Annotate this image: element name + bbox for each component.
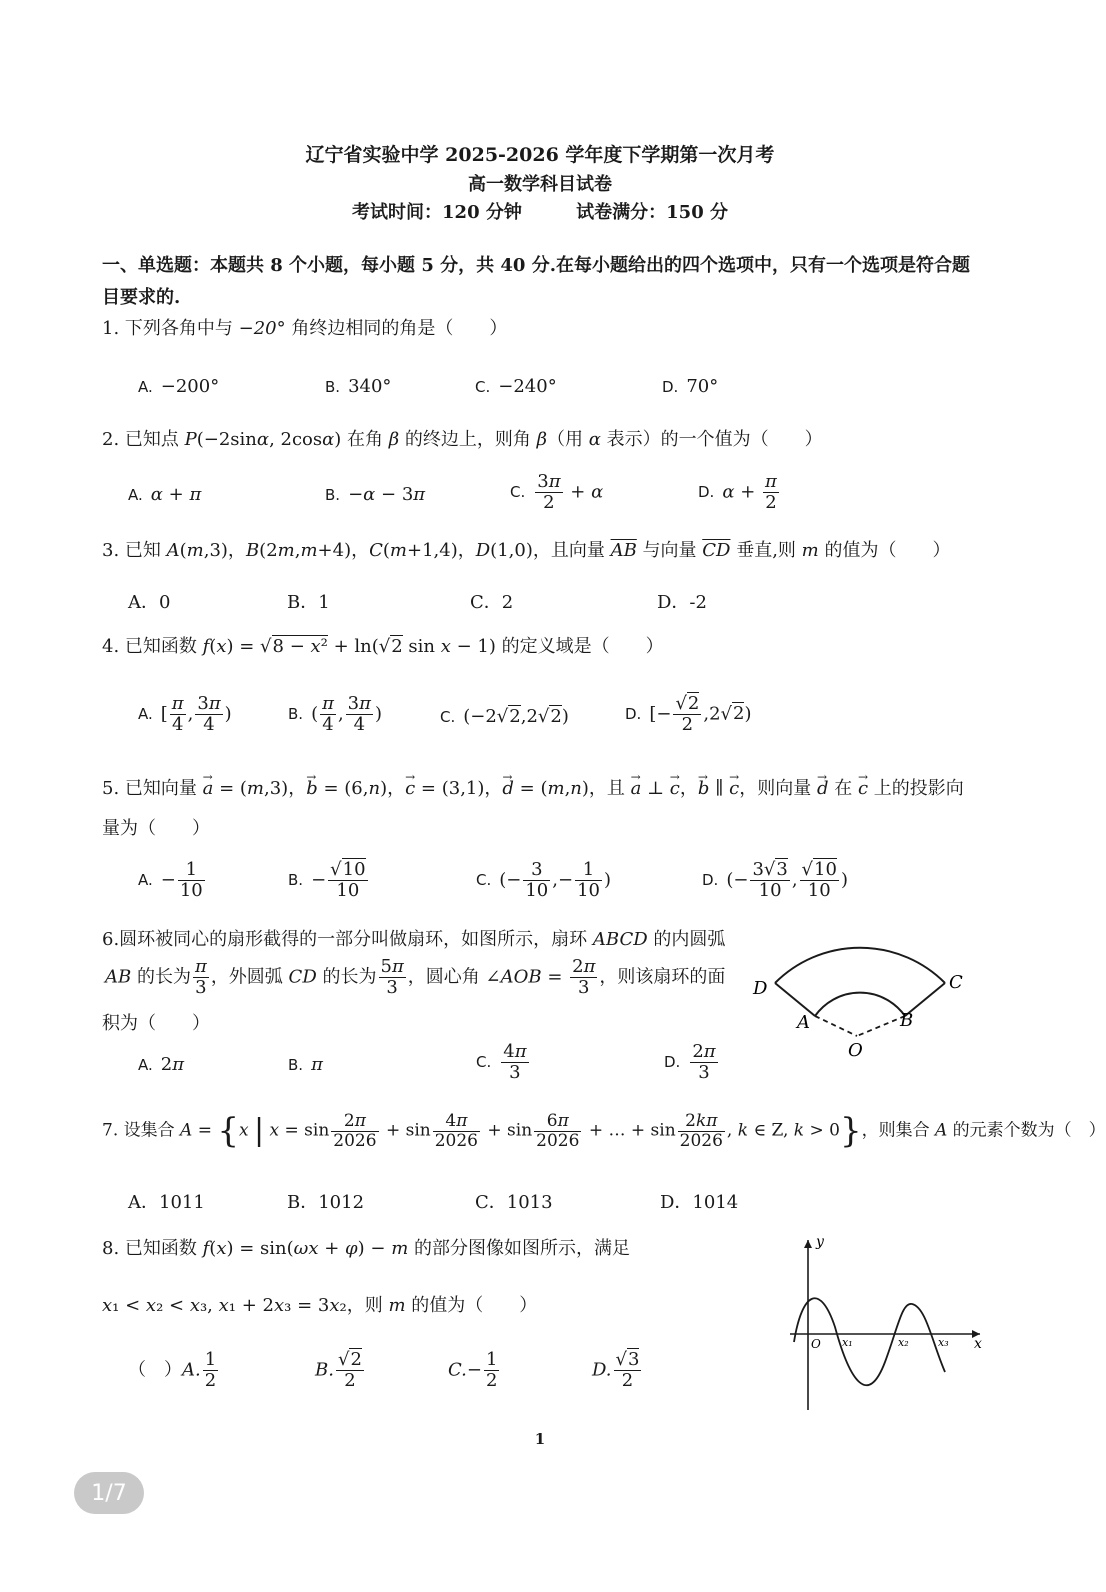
exam-time: 考试时间：120 分钟 — [352, 202, 522, 223]
q7-option-b[interactable]: B．1012 — [287, 1192, 365, 1213]
q6-option-d[interactable]: D. $\frac{2\pi}{3}$ — [664, 1041, 716, 1083]
q8-stem-line2: x₁ < x₂ < x₃, x₁ + 2x₃ = 3x₂，则 m 的值为（ ） — [102, 1295, 538, 1316]
q5-stem-line1: 5. 已知向量 → a = (m,3)，→ b = (6,n)，→ c = (3,1)，→ d = (m,n)，且 → a ⊥ → c，→ b ∥ → c，则向量 → d 在 → c 上的投影向 — [102, 776, 964, 802]
label-d: D — [753, 978, 768, 999]
q5-option-b[interactable]: B. − $\frac{√10}{10}$ — [288, 859, 366, 901]
label-o: O — [848, 1040, 863, 1061]
q6-option-c[interactable]: C. $\frac{4\pi}{3}$ — [476, 1041, 527, 1083]
q6-stem-line3: 积为（ ） — [102, 1013, 210, 1034]
q3-option-c[interactable]: C．2 — [470, 592, 514, 613]
q4-option-b[interactable]: B. ( $\frac{\pi}{4}$ , $\frac{3\pi}{4}$ ) — [288, 693, 382, 735]
q6-option-a[interactable]: A. 2π — [138, 1054, 185, 1075]
page-indicator-badge[interactable]: 1/7 — [74, 1472, 144, 1514]
q8-option-a[interactable]: （ ）A. $\frac{1}{2}$ — [128, 1349, 217, 1391]
q3-option-a[interactable]: A．0 — [128, 592, 171, 613]
q8-option-b[interactable]: B. $\frac{√2}{2}$ — [315, 1349, 362, 1391]
q8-stem-line1: 8. 已知函数 f(x) = sin(ωx + φ) − m 的部分图像如图所示，满足 — [102, 1238, 631, 1259]
q1-option-c[interactable]: C. −240° — [475, 376, 557, 397]
label-x2: x₂ — [898, 1336, 909, 1349]
exam-info — [0, 198, 1080, 224]
q4-option-a[interactable]: A. [ $\frac{\pi}{4}$ , $\frac{3\pi}{4}$ ) — [138, 693, 232, 735]
q1-option-d[interactable]: D. 70° — [662, 376, 719, 397]
inner-arc — [815, 993, 905, 1016]
q7-option-a[interactable]: A．1011 — [128, 1192, 205, 1213]
q4-option-d[interactable]: D. [− $\frac{√2}{2}$ ,2√2) — [625, 693, 752, 735]
q6-stem-line1: 6.圆环被同心的扇形截得的一部分叫做扇环，如图所示，扇环 ABCD 的内圆弧 — [102, 929, 726, 950]
q3-stem: 3. 已知 A(m,3)，B(2m,m+4)，C(m+1,4)，D(1,0)，且向量 $\overline{AB}$ 与向量 $\overline{CD}$ 垂直,则 m 的值为（ ） — [102, 540, 951, 561]
exam-score: 试卷满分：150 分 — [576, 202, 728, 223]
outer-arc — [775, 948, 945, 983]
label-x: x — [974, 1336, 982, 1352]
q6-stem-line2: AB 的长为 $\frac{\pi}{3}$ ，外圆弧 CD 的长为 $\frac{5\pi}{3}$ ，圆心角 ∠AOB = $\frac{2\pi}{3}$ ，则该扇环的面 — [105, 956, 726, 998]
q2-stem: 2. 已知点 P(−2sinα, 2cosα) 在角 β 的终边上，则角 β（用 α 表示）的一个值为（ ） — [102, 429, 823, 450]
q6-option-b[interactable]: B. π — [288, 1054, 323, 1075]
label-x3: x₃ — [938, 1336, 949, 1349]
q2-option-d[interactable]: D. α + $\frac{\pi}{2}$ — [698, 471, 777, 513]
exam-subtitle: 高一数学科目试卷 — [468, 174, 612, 195]
q8-option-d[interactable]: D. $\frac{√3}{2}$ — [592, 1349, 640, 1391]
label-b: B — [900, 1010, 914, 1031]
label-origin: O — [811, 1337, 821, 1351]
q7-option-c[interactable]: C．1013 — [475, 1192, 553, 1213]
label-c: C — [949, 972, 963, 993]
y-axis-arrow — [804, 1240, 812, 1248]
dash-bo — [857, 1016, 905, 1036]
q3-option-d[interactable]: D．-2 — [657, 592, 707, 613]
q1-option-a[interactable]: A. −200° — [138, 376, 220, 397]
label-x1: x₁ — [842, 1336, 853, 1349]
q5-option-d[interactable]: D. (− $\frac{3√3}{10}$ , $\frac{√10}{10}$ ) — [702, 859, 848, 901]
page-number: 1 — [534, 1430, 546, 1448]
dash-ao — [815, 1016, 857, 1036]
q5-option-c[interactable]: C. (− $\frac{3}{10}$ ,− $\frac{1}{10}$ ) — [476, 859, 612, 901]
q7-stem: 7. 设集合 A = {x | x = sin $\frac{2\pi}{2026}$ + sin $\frac{4\pi}{2026}$ + sin $\frac{6\pi}{2026}$ + … + sin $\frac{2k\pi}{2026}$ , k ∈ Z, k > 0}，则集合 A 的元素个数为（ ） — [102, 1111, 1106, 1152]
q1-option-b[interactable]: B. 340° — [325, 376, 392, 397]
q8-graph — [780, 1232, 990, 1412]
exam-title: 辽宁省实验中学 2025-2026 学年度下学期第一次月考 — [305, 144, 775, 166]
q2-option-c[interactable]: C. $\frac{3\pi}{2}$ + α — [510, 471, 604, 513]
label-y: y — [816, 1234, 824, 1250]
q2-option-a[interactable]: A. α + π — [128, 484, 202, 505]
q5-stem-line2: 量为（ ） — [102, 818, 210, 839]
q8-option-c[interactable]: C.− $\frac{1}{2}$ — [448, 1349, 498, 1391]
section-heading: 一、单选题：本题共 8 个小题，每小题 5 分，共 40 分.在每小题给出的四个选项中，只有一个选项是符合题目要求的. — [102, 255, 970, 308]
q2-option-b[interactable]: B. −α − 3π — [325, 484, 426, 505]
q1-stem: 1. 下列各角中与 −20° 角终边相同的角是（ ） — [102, 318, 508, 339]
q4-option-c[interactable]: C. (−2√2,2√2) — [440, 706, 569, 727]
q5-option-a[interactable]: A. − $\frac{1}{10}$ — [138, 859, 203, 901]
q3-option-b[interactable]: B．1 — [287, 592, 330, 613]
q7-option-d[interactable]: D．1014 — [660, 1192, 739, 1213]
label-a: A — [797, 1012, 810, 1033]
q6-figure — [745, 928, 970, 1063]
q4-stem: 4. 已知函数 f(x) = √8 − x² + ln(√2 sin x − 1) 的定义域是（ ） — [102, 636, 664, 657]
